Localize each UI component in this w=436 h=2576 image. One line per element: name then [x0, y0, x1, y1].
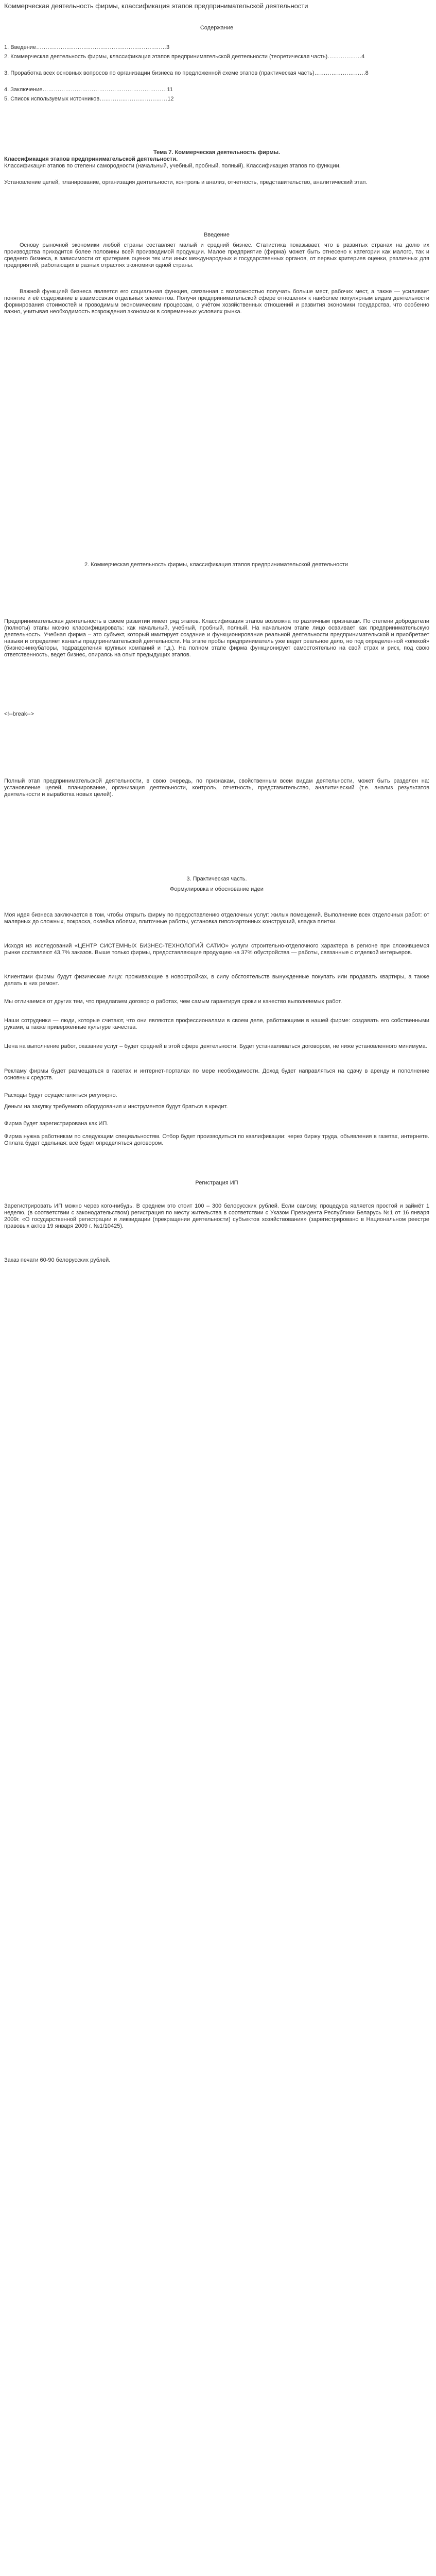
theme-line-4: Установление целей, планирование, организация деятельности, контроль и анализ, отчетность, представительство, аналитический этап. — [4, 179, 368, 185]
section-heading: 3. Практическая часть. — [186, 876, 247, 882]
section-paragraph: Мы отличаемся от других тем, что предлагаем договор о работах, чем самым гарантируя сроки и качество выполняемых работ. — [4, 998, 342, 1005]
document-title: Коммерческая деятельность фирмы, классификация этапов предпринимательской деятельности — [4, 2, 308, 10]
intro-paragraph: Основу рыночной экономики любой страны составляет малый и средний бизнес. Статистика показывает, что в развитых странах на долю их производства приходится более половины всей производимой продукции. Малое предприятие (фирма) может быть отнесено к категории как малого, так и среднего бизнеса, в зависимости от критериев оценки тех или иных международных и государственных органов, от первых критериев оценки, различных для предприятий, работающих в разных отраслях экономики одной страны. — [4, 242, 429, 268]
section-paragraph: Фирма нужна работникам по следующим специальностям. Отбор будет производиться по квалификации: через биржу труда, объявления в газетах, интернете. Оплата будет сдельная: всё будет определяться договором. — [4, 1133, 429, 1146]
section-paragraph: Наши сотрудники — люди, которые считают, что они являются профессионалами в своем деле, работающими в нашей фирме: создавать его собственными руками, а также приверженные культуре качества. — [4, 1018, 429, 1030]
intro-paragraph: Важной функцией бизнеса является его социальная функция, связанная с возможностью получать больше мест, рабочих мест, а также — усиливает понятие и её содержание в взаимосвязи отдельных элементов. Получи предпринимательской сфере отношения к наиболее популярным видам деятельности формирования стоимостей и проводимым экономическим процессам, с учётом хозяйственных отношений и развития экономики государства, что особенно важно, учитывая необходимость возрождения экономики в современных условиях рынка. — [4, 289, 429, 315]
section-subheading: Формулировка и обоснование идеи — [170, 886, 264, 892]
theme-line-1: Тема 7. Коммерческая деятельность фирмы. — [153, 149, 281, 156]
section-paragraph: Предпринимательская деятельность в своем развитии имеет ряд этапов. Классификация этапов возможна по различным признакам. По степени добродетели (полноты) этапы можно классифицировать: как начальный, учебный, пробный, полный. На начальном этапе лицо осваивает как предпринимательскую деятельность. Учебная фирма – это субъект, который имитирует создание и функционирование реальной деятельности предпринимательской и приобретает навыки и определяет каналы предпринимательской деятельности. На этапе пробы предприниматель уже ведет реальное дело, но под определенной «опекой» (бизнес-инкубаторы, подразделения крупных компаний и т.д.). На полном этапе фирма функционирует самостоятельно на свой страх и риск, под свою ответственность, ведет бизнес, опираясь на опыт предыдущих этапов. — [4, 618, 429, 658]
theme-line-2: Классификация этапов предпринимательской деятельности. — [4, 156, 178, 162]
registration-heading: Регистрация ИП — [195, 1180, 238, 1186]
theme-line-3: Классификация этапов по степени самородности (начальный, учебный, пробный, полный). Классификация этапов по функции. — [4, 163, 341, 169]
toc-item: 4. Заключение…………………………………………………………11 — [4, 87, 173, 93]
section-paragraph: Моя идея бизнеса заключается в том, чтобы открыть фирму по предоставлению отделочных услуг: жилых помещений. Выполнение всех отделочных работ: от малярных до сложных, покраска, оклейка обоями, плиточные работы, установка гипсокартонных конструкций, кладка плитки. — [4, 912, 429, 925]
section-paragraph: Расходы будут осуществляться регулярно. — [4, 1092, 117, 1098]
section-heading: 2. Коммерческая деятельность фирмы, классификация этапов предпринимательской деятельности — [84, 562, 348, 568]
section-paragraph: Деньги на закупку требуемого оборудования и инструментов будут браться в кредит. — [4, 1104, 228, 1110]
intro-heading: Введение — [204, 232, 230, 238]
section-paragraph: Полный этап предпринимательской деятельности, в свою очередь, по признакам, свойственным всем видам деятельности, может быть разделен на: установление целей, планирование, организация деятельности, контроль, отчетность, представительство, аналитический (т.е. анализ результатов деятельности и выработка новых целей). — [4, 778, 429, 798]
section-paragraph: Заказ печати 60-90 белорусских рублей. — [4, 1257, 111, 1263]
section-paragraph: Зарегистрировать ИП можно через кого-нибудь. В среднем это стоит 100 – 300 белорусских рублей. Если самому, процедура является простой и займёт 1 неделю, (в соответствии с законодательством) регистрация по месту жительства в соответствии с Указом Президента Республики Беларусь №1 от 16 января 2009г. «О государственной регистрации и ликвидации (прекращении деятельности) субъектов хозяйствования» (зарегистрировано в Национальном реестре правовых актов 19 января 2009 г. №1/10425). — [4, 1203, 429, 1229]
toc-item: 3. Проработка всех основных вопросов по организации бизнеса по предложенной схеме этапов (практическая часть)………………………8 — [4, 70, 369, 76]
toc-item: 1. Введение……………………………………………………………3 — [4, 44, 170, 50]
toc-heading: Содержание — [200, 25, 234, 31]
section-paragraph: Клиентами фирмы будут физические лица: проживающие в новостройках, в силу обстоятельств вынужденные покупать или продавать квартиры, а также делать в них ремонт. — [4, 974, 429, 987]
section-paragraph: Фирма будет зарегистрирована как ИП. — [4, 1121, 109, 1127]
toc-item: 5. Список используемых источников………………………………12 — [4, 96, 174, 102]
section-paragraph: Рекламу фирмы будет размещаться в газетах и интернет-порталах по мере необходимости. Доход будет направляться на сдачу в аренду и пополнение основных средств. — [4, 1068, 429, 1081]
toc-item: 2. Коммерческая деятельность фирмы, классификация этапов предпринимательской деятельности (теоретическая часть)………………4 — [4, 54, 365, 60]
section-paragraph: Цена на выполнение работ, оказание услуг – будет средней в этой сфере деятельности. Будет устанавливаться договором, не ниже установленного минимума. — [4, 1043, 427, 1049]
page-break-marker: <!--break--> — [4, 711, 34, 717]
section-paragraph: Исходя из исследований «ЦЕНТР СИСТЕМНЫХ БИЗНЕС-ТЕХНОЛОГИЙ САТИО» услуги строительно-отделочного характера в регионе при сложившемся рынке составляют 43,7% заказов. Выше только фирмы, предоставляющие продукцию на 37% обустройства — работы, связанные с отделкой интерьеров. — [4, 943, 429, 956]
